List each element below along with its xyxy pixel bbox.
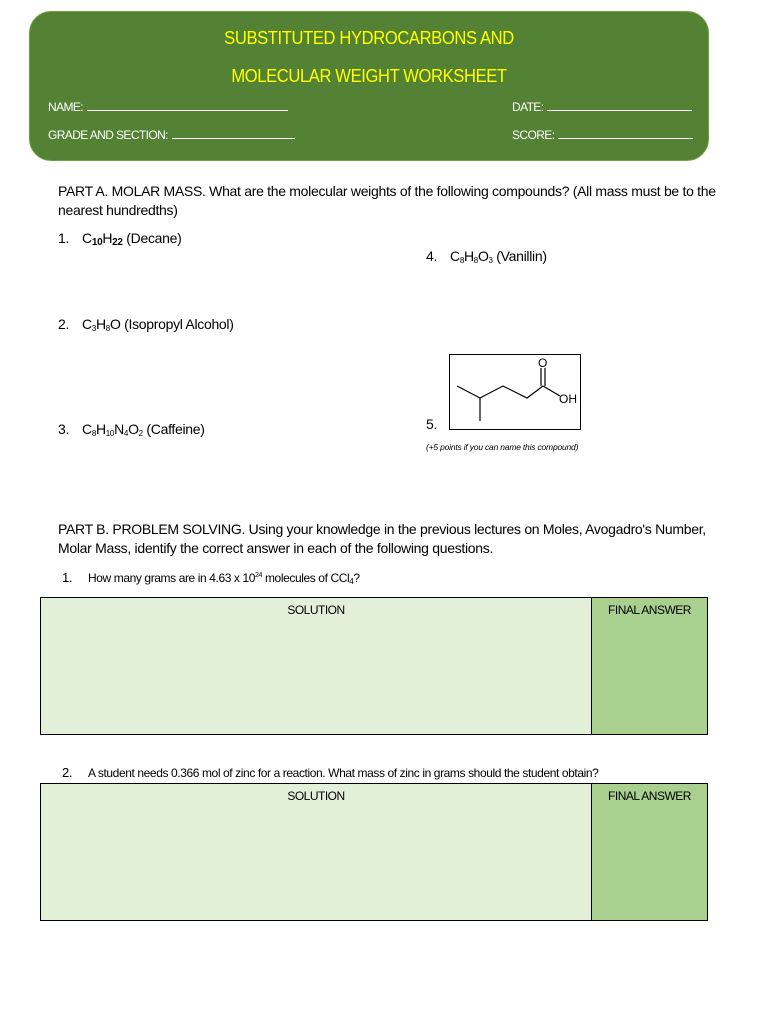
- solution-header: SOLUTION: [287, 789, 345, 803]
- final-answer-header: FINAL ANSWER: [608, 789, 691, 803]
- compound-1-name: (Decane): [126, 230, 182, 246]
- part-a-instructions: PART A. MOLAR MASS. What are the molecular weights of the following compounds? (All mass must be to the nearest hundredths): [58, 183, 716, 218]
- grade-section-label: GRADE AND SECTION:: [48, 128, 168, 142]
- name-field[interactable]: [48, 100, 288, 114]
- bonus-note: (+5 points if you can name this compound): [426, 442, 579, 452]
- grade-section-blank[interactable]: [172, 129, 295, 139]
- final-answer-cell-1[interactable]: [592, 598, 707, 734]
- part-b-instructions: PART B. PROBLEM SOLVING. Using your knowledge in the previous lectures on Moles, Avogadro's Number, Molar Mass, identify the correct answer in each of the following questions.: [58, 521, 706, 556]
- structure-svg: [450, 355, 580, 429]
- hydroxyl-label: OH: [559, 392, 577, 406]
- date-label: DATE:: [512, 100, 544, 114]
- score-label: SCORE:: [512, 128, 555, 142]
- title-line-1: SUBSTITUTED HYDROCARBONS AND: [224, 28, 514, 48]
- title-line-2: MOLECULAR WEIGHT WORKSHEET: [231, 66, 507, 86]
- final-answer-cell-2[interactable]: [592, 784, 707, 920]
- skeletal-structure-diagram: [449, 354, 581, 430]
- compound-4: 4. $C_8H_8O_3$ (Vanillin): [426, 248, 547, 265]
- grade-section-field[interactable]: [48, 128, 295, 142]
- compound-1: 1. $C_{10}H_{22}$ (Decane): [58, 230, 182, 248]
- name-label: NAME:: [48, 100, 84, 114]
- question-1: 1. How many grams are in 4.63 x $10^{24}$ molecules of CCl$_4$?: [62, 570, 360, 586]
- carbonyl-oxygen-label: O: [538, 356, 548, 370]
- name-blank[interactable]: [87, 101, 288, 111]
- solution-cell-1[interactable]: [41, 598, 592, 734]
- final-answer-header: FINAL ANSWER: [608, 603, 691, 617]
- compound-2: 2. $C_3H_8O$ (Isopropyl Alcohol): [58, 316, 234, 333]
- compound-5-number: 5.: [426, 416, 438, 432]
- compound-3: 3. $C_8H_{10}N_4O_2$ (Caffeine): [58, 421, 205, 438]
- compound-2-name: (Isopropyl Alcohol): [124, 316, 234, 332]
- compound-3-name: (Caffeine): [146, 421, 205, 437]
- score-blank[interactable]: [558, 129, 693, 139]
- solution-cell-2[interactable]: [41, 784, 592, 920]
- worksheet-header: [29, 11, 709, 161]
- compound-4-name: (Vanillin): [496, 248, 547, 264]
- answer-table-2: [40, 783, 708, 921]
- solution-header: SOLUTION: [287, 603, 345, 617]
- date-field[interactable]: [512, 100, 692, 114]
- date-blank[interactable]: [547, 101, 692, 111]
- answer-table-1: [40, 597, 708, 735]
- question-2: 2. A student needs 0.366 mol of zinc for a reaction. What mass of zinc in grams should the student obtain?: [62, 765, 599, 780]
- score-field[interactable]: [512, 128, 693, 142]
